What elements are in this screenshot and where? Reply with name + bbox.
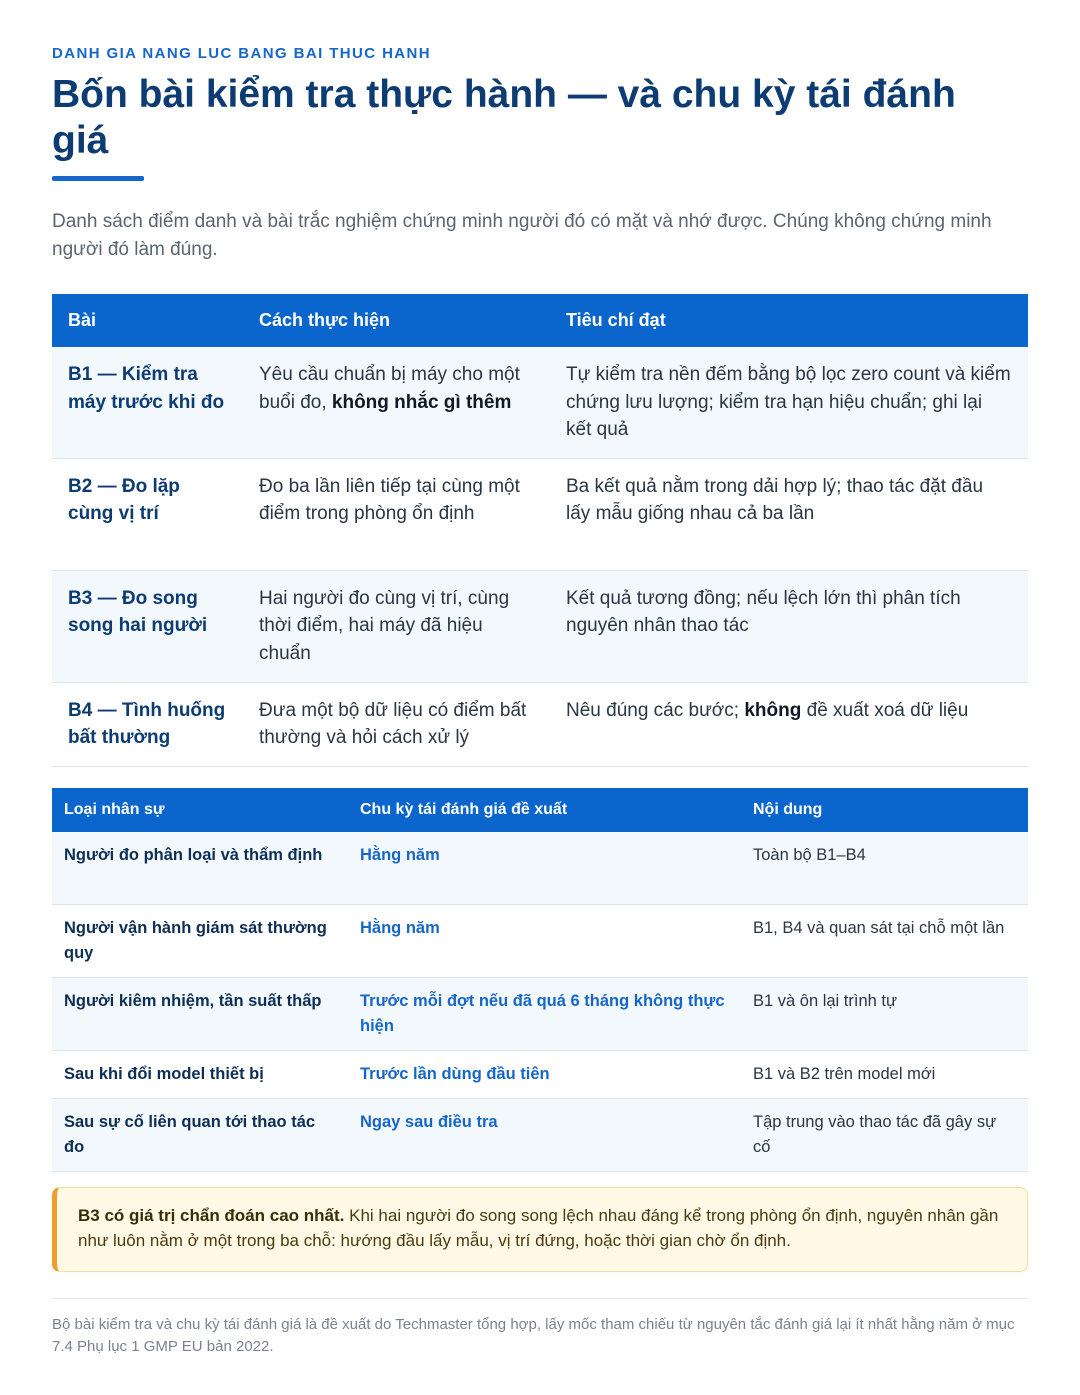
test-method-emphasis: không nhắc gì thêm [331,391,512,413]
test-method [243,570,550,682]
test-criteria-emphasis: không [744,699,802,721]
reassessment-content: Tập trung vào thao tác đã gây sự cố [741,1098,1028,1171]
reassessment-cycle: Hằng năm [348,832,741,904]
reassessment-cycle: Hằng năm [348,904,741,977]
table-row [52,347,1028,458]
footnote: Bộ bài kiểm tra và chu kỳ tái đánh giá là đề xuất do Techmaster tổng hợp, lấy mốc tham chiếu từ nguyên tắc đánh giá lại ít nhất hằng năm ở mục 7.4 Phụ lục 1 GMP EU bản 2022. [52,1316,1015,1355]
test-name: B3 — Đo song song hai người [52,570,243,682]
staff-role: Người đo phân loại và thẩm định [52,832,348,904]
reassessment-table-header [52,788,1028,832]
reassessment-content: B1 và ôn lại trình tự [741,977,1028,1050]
title-underline [52,176,144,181]
eyebrow-label: DANH GIA NANG LUC BANG BAI THUC HANH [52,45,431,62]
staff-role: Người vận hành giám sát thường quy [52,904,348,977]
test-name: B2 — Đo lặp cùng vị trí [52,458,243,570]
test-criteria-text: Nêu đúng các bước; [566,699,745,721]
column-header-criteria: Tiêu chí đạt [550,294,1028,347]
test-name: B1 — Kiểm tra máy trước khi đo [52,347,243,458]
test-method [243,682,550,766]
table-row [52,458,1028,570]
column-header-content: Nội dung [741,788,1028,832]
test-criteria [550,682,1028,766]
table-row [52,1050,1028,1098]
lead-paragraph: Danh sách điểm danh và bài trắc nghiệm chứng minh người đó có mặt và nhớ được. Chúng không chứng minh người đó làm đúng. [52,211,992,260]
reassessment-table [52,788,1028,1172]
callout-note [52,1187,1028,1272]
test-criteria [550,347,1028,458]
table-row [52,1098,1028,1171]
column-header-test: Bài [52,294,243,347]
reassessment-content: B1 và B2 trên model mới [741,1050,1028,1098]
callout-text: Khi hai người đo song song lệch nhau đáng kể trong phòng ổn định, nguyên nhân gần như luôn nằm ở một trong ba chỗ: hướng đầu lấy mẫu, vị trí đứng, hoặc thời gian chờ ổn định. [78,1206,999,1250]
page-title: Bốn bài kiểm tra thực hành — và chu kỳ tái đánh giá [52,73,956,162]
tests-table [52,294,1028,767]
table-row [52,570,1028,682]
test-method-text: Yêu cầu chuẩn bị máy cho một buổi đo, [259,364,520,413]
callout-heading: B3 có giá trị chẩn đoán cao nhất. [78,1206,345,1225]
footer-divider [52,1298,1028,1299]
test-method [243,347,550,458]
table-row [52,682,1028,766]
reassessment-cycle: Ngay sau điều tra [348,1098,741,1171]
table-row [52,904,1028,977]
staff-role: Sau sự cố liên quan tới thao tác đo [52,1098,348,1171]
test-criteria-text: Tự kiểm tra nền đếm bằng bộ lọc zero count và kiểm chứng lưu lượng; kiểm tra hạn hiệu chuẩn; ghi lại kết quả [566,364,1011,440]
reassessment-cycle: Trước lần dùng đầu tiên [348,1050,741,1098]
table-row [52,977,1028,1050]
test-method-text: Đưa một bộ dữ liệu có điểm bất thường và hỏi cách xử lý [259,699,527,748]
reassessment-cycle: Trước mỗi đợt nếu đã quá 6 tháng không thực hiện [348,977,741,1050]
staff-role: Người kiêm nhiệm, tần suất thấp [52,977,348,1050]
test-criteria-text-end: đề xuất xoá dữ liệu [801,699,969,721]
test-method-text: Hai người đo cùng vị trí, cùng thời điểm, hai máy đã hiệu chuẩn [259,587,510,664]
test-criteria-text: Kết quả tương đồng; nếu lệch lớn thì phân tích nguyên nhân thao tác [566,587,961,636]
staff-role: Sau khi đổi model thiết bị [52,1050,348,1098]
column-header-cycle: Chu kỳ tái đánh giá đề xuất [348,788,741,832]
reassessment-content: Toàn bộ B1–B4 [741,832,1028,904]
test-criteria [550,458,1028,570]
column-header-role: Loại nhân sự [52,788,348,832]
test-name: B4 — Tình huống bất thường [52,682,243,766]
test-criteria-text: Ba kết quả nằm trong dải hợp lý; thao tác đặt đầu lấy mẫu giống nhau cả ba lần [566,475,984,524]
test-criteria [550,570,1028,682]
tests-table-header [52,294,1028,347]
reassessment-content: B1, B4 và quan sát tại chỗ một lần [741,904,1028,977]
table-row [52,832,1028,904]
test-method-text: Đo ba lần liên tiếp tại cùng một điểm trong phòng ổn định [259,475,520,524]
test-method [243,458,550,570]
column-header-method: Cách thực hiện [243,294,550,347]
